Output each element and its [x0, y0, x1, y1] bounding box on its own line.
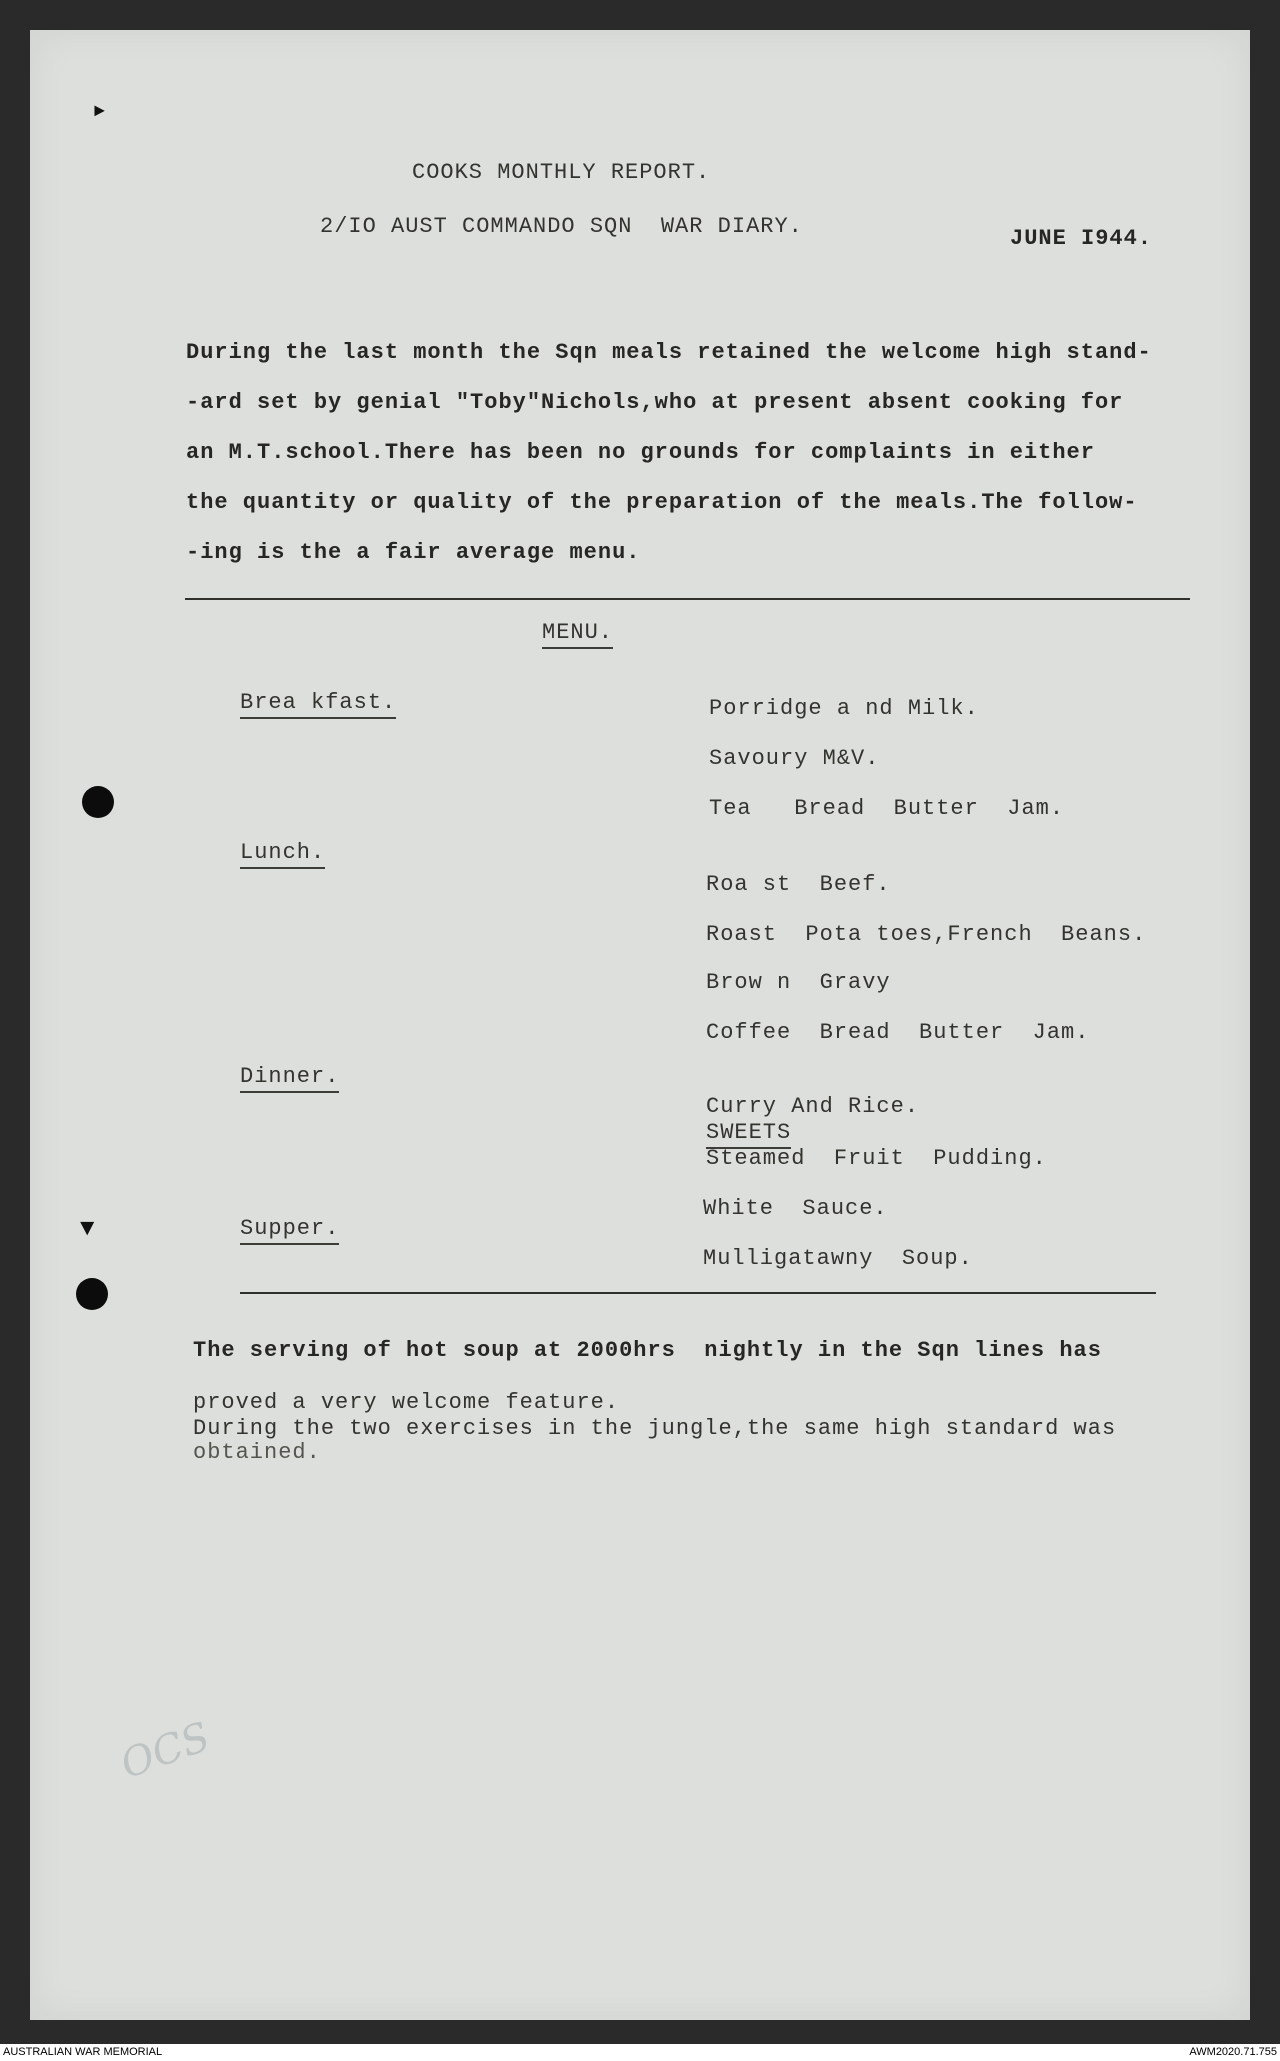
closing-line: obtained. [193, 1440, 321, 1465]
archive-footer [0, 2044, 1280, 2061]
ink-mark: ► [94, 102, 105, 122]
report-subtitle: 2/IO AUST COMMANDO SQN WAR DIARY. [320, 214, 803, 239]
intro-line: During the last month the Sqn meals retained the welcome high stand- [186, 340, 1152, 365]
divider-rule [240, 1292, 1156, 1294]
menu-item: Porridge a nd Milk. [709, 696, 979, 721]
menu-item: Coffee Bread Butter Jam. [706, 1020, 1090, 1045]
sweets-heading: SWEETS [706, 1120, 791, 1149]
ink-mark: ▼ [80, 1216, 95, 1243]
punch-hole [82, 786, 114, 818]
intro-line: an M.T.school.There has been no grounds for complaints in either [186, 440, 1095, 465]
intro-line: -ard set by genial "Toby"Nichols,who at present absent cooking for [186, 390, 1124, 415]
menu-item: Steamed Fruit Pudding. [706, 1146, 1047, 1171]
menu-item: Roast Pota toes,French Beans. [706, 922, 1147, 947]
menu-item: White Sauce. [703, 1196, 888, 1221]
menu-item: Tea Bread Butter Jam. [709, 796, 1065, 821]
footer-source: AUSTRALIAN WAR MEMORIAL [3, 2046, 163, 2058]
divider-rule [185, 598, 1190, 600]
meal-name-breakfast: Brea kfast. [240, 690, 396, 719]
closing-line: During the two exercises in the jungle,the same high standard was [193, 1416, 1117, 1441]
meal-name-lunch: Lunch. [240, 840, 325, 869]
menu-heading: MENU. [542, 620, 613, 649]
menu-item: Curry And Rice. [706, 1094, 920, 1119]
closing-line: The serving of hot soup at 2000hrs nightly in the Sqn lines has [193, 1338, 1102, 1363]
punch-hole [76, 1278, 108, 1310]
meal-name-dinner: Dinner. [240, 1064, 339, 1093]
meal-name-supper: Supper. [240, 1216, 339, 1245]
menu-item: Savoury M&V. [709, 746, 880, 771]
intro-line: -ing is the a fair average menu. [186, 540, 641, 565]
pencil-initials: OCS [114, 1713, 216, 1789]
report-date: JUNE I944. [1010, 226, 1153, 251]
menu-item: Roa st Beef. [706, 872, 891, 897]
footer-accession: AWM2020.71.755 [1189, 2046, 1277, 2058]
report-title: COOKS MONTHLY REPORT. [412, 160, 711, 185]
menu-item: Brow n Gravy [706, 970, 891, 995]
intro-line: the quantity or quality of the preparation of the meals.The follow- [186, 490, 1138, 515]
menu-item: Mulligatawny Soup. [703, 1246, 973, 1271]
closing-line: proved a very welcome feature. [193, 1390, 620, 1415]
